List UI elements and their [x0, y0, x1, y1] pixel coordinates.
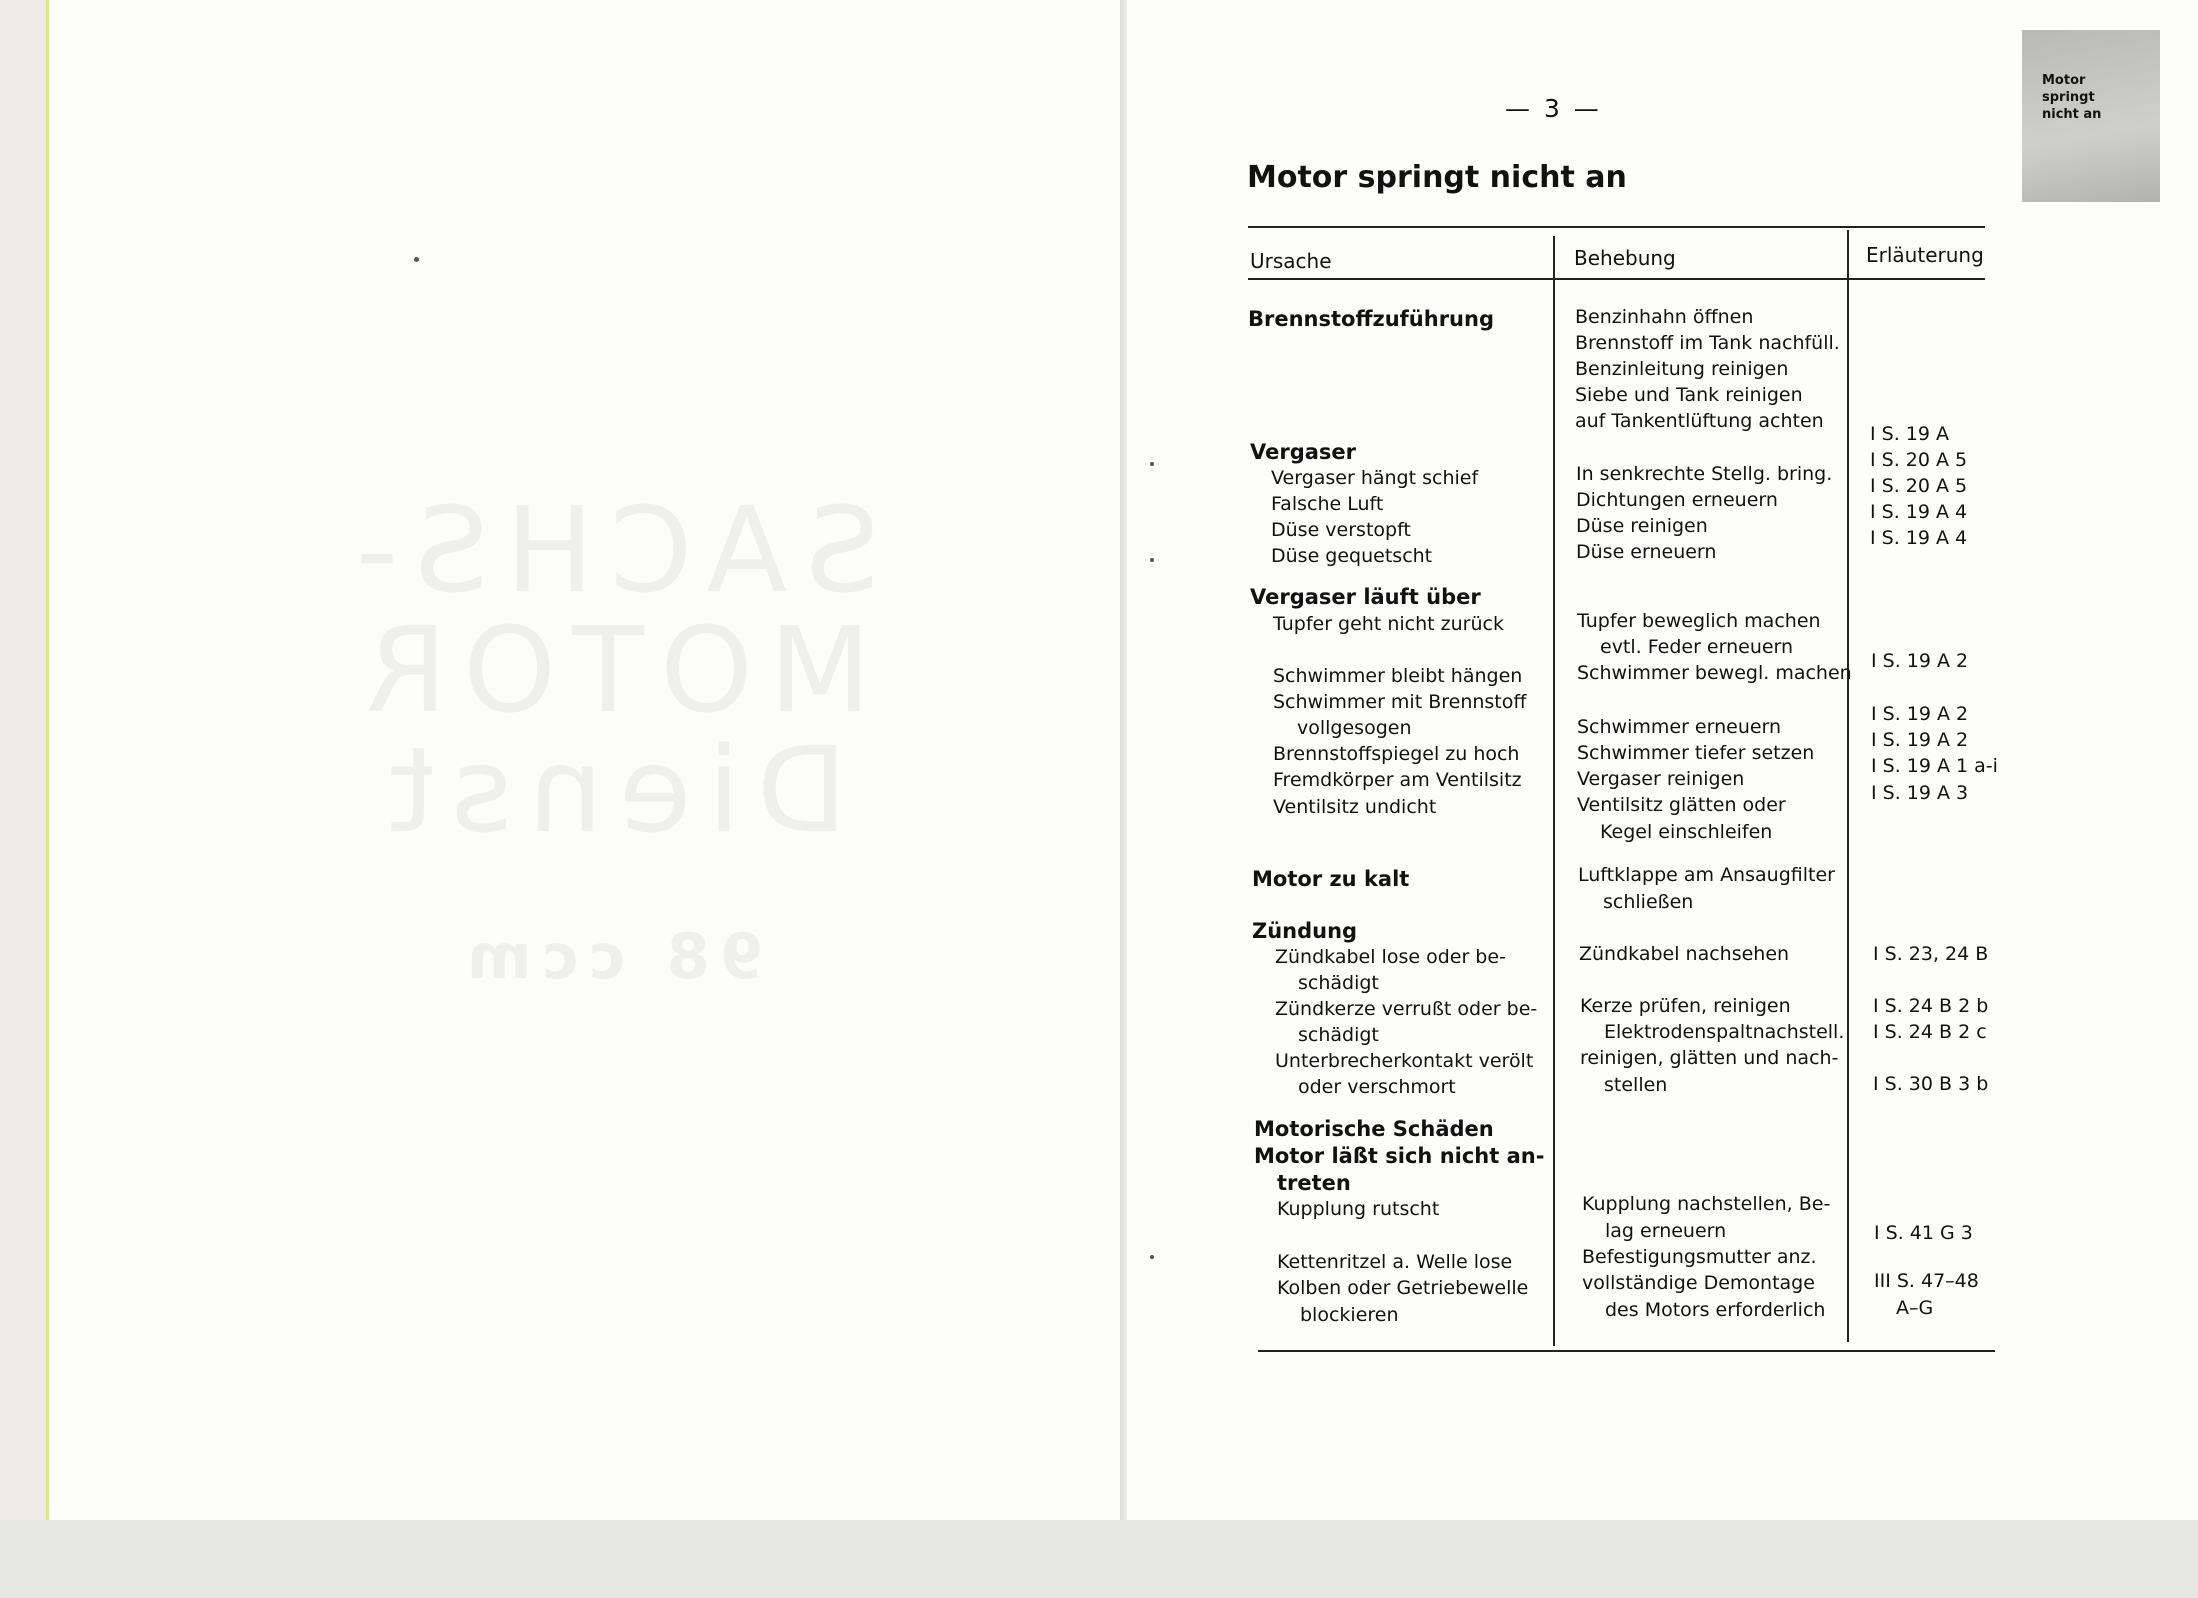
note-line: I S. 24 B 2 b: [1873, 995, 1989, 1017]
note-line: I S. 20 A 5: [1870, 475, 1968, 497]
cause-line: Fremdkörper am Ventilsitz: [1273, 769, 1522, 791]
remedy-line: Siebe und Tank reinigen: [1575, 384, 1803, 406]
note-line: I S. 19 A 3: [1871, 782, 1969, 804]
remedy-line: des Motors erforderlich: [1605, 1299, 1826, 1321]
remedy-line: schließen: [1603, 891, 1694, 913]
ghost-print-through: [330, 481, 890, 993]
cause-line: blockieren: [1300, 1304, 1399, 1326]
speck: [1150, 1255, 1154, 1259]
remedy-line: Dichtungen erneuern: [1576, 489, 1778, 511]
remedy-line: auf Tankentlüftung achten: [1575, 410, 1824, 432]
remedy-line: In senkrechte Stellg. bring.: [1576, 463, 1833, 485]
cause-line: Düse gequetscht: [1271, 545, 1433, 567]
note-line: I S. 19 A 2: [1871, 729, 1969, 751]
cause-line: Schwimmer mit Brennstoff: [1273, 691, 1527, 713]
cause-line: Kolben oder Getriebewelle: [1277, 1277, 1529, 1299]
remedy-line: Vergaser reinigen: [1577, 768, 1745, 790]
table-header-rule: [1248, 278, 1985, 280]
remedy-line: Benzinhahn öffnen: [1575, 306, 1754, 328]
remedy-line: Kerze prüfen, reinigen: [1580, 995, 1791, 1017]
cause-heading: Motor läßt sich nicht an-: [1254, 1144, 1545, 1168]
header-note: Erläuterung: [1866, 243, 1984, 267]
cause-line: Ventilsitz undicht: [1273, 796, 1437, 818]
cause-heading: Motorische Schäden: [1254, 1117, 1494, 1141]
note-line: I S. 19 A 4: [1870, 501, 1968, 523]
note-line: I S. 19 A 4: [1870, 527, 1968, 549]
header-remedy: Behebung: [1574, 246, 1676, 270]
cause-heading: Vergaser: [1250, 440, 1357, 464]
cause-line: Kupplung rutscht: [1277, 1198, 1440, 1220]
note-line: I S. 30 B 3 b: [1873, 1073, 1989, 1095]
cause-heading: treten: [1277, 1171, 1351, 1195]
remedy-line: Zündkabel nachsehen: [1579, 943, 1790, 965]
cause-heading: Motor zu kalt: [1252, 867, 1410, 891]
remedy-line: Düse reinigen: [1576, 515, 1708, 537]
cause-line: vollgesogen: [1297, 717, 1412, 739]
tab-line: springt: [2042, 90, 2095, 105]
note-line: I S. 19 A 1 a-i: [1871, 755, 1998, 777]
header-cause: Ursache: [1250, 249, 1332, 273]
cause-line: Falsche Luft: [1271, 493, 1384, 515]
remedy-line: Elektrodenspaltnachstell.: [1604, 1021, 1845, 1043]
cause-line: schädigt: [1298, 972, 1379, 994]
table-bottom-rule: [1258, 1350, 1995, 1352]
cause-line: oder verschmort: [1298, 1076, 1456, 1098]
cause-line: Vergaser hängt schief: [1271, 467, 1479, 489]
page-title: Motor springt nicht an: [1247, 160, 1627, 195]
speck: [414, 257, 419, 262]
cause-line: Brennstoffspiegel zu hoch: [1273, 743, 1520, 765]
tab-line: nicht an: [2042, 107, 2102, 122]
note-line: I S. 20 A 5: [1870, 449, 1968, 471]
column-divider: [1847, 230, 1849, 1342]
scanner-bottom-edge: [0, 1520, 2198, 1598]
remedy-line: vollständige Demontage: [1582, 1272, 1815, 1294]
tab-line: Motor: [2042, 73, 2086, 88]
note-line: A–G: [1896, 1297, 1934, 1319]
remedy-line: Ventilsitz glätten oder: [1577, 794, 1786, 816]
remedy-line: Befestigungsmutter anz.: [1582, 1246, 1817, 1268]
remedy-line: Kegel einschleifen: [1600, 821, 1773, 843]
ghost-line: MOTOR: [349, 601, 871, 739]
cause-line: schädigt: [1298, 1024, 1379, 1046]
cause-heading: Zündung: [1252, 919, 1358, 943]
ghost-line: Dienst: [372, 721, 848, 859]
note-line: I S. 19 A 2: [1871, 703, 1969, 725]
column-divider: [1553, 236, 1555, 1346]
cause-line: Düse verstopft: [1271, 519, 1411, 541]
remedy-line: Luftklappe am Ansaugfilter: [1578, 864, 1835, 886]
remedy-line: Schwimmer tiefer setzen: [1577, 742, 1815, 764]
remedy-line: lag erneuern: [1605, 1220, 1727, 1242]
remedy-line: Brennstoff im Tank nachfüll.: [1575, 332, 1840, 354]
cause-line: Zündkabel lose oder be-: [1275, 946, 1506, 968]
cause-line: Kettenritzel a. Welle lose: [1277, 1251, 1513, 1273]
remedy-line: Benzinleitung reinigen: [1575, 358, 1789, 380]
table-top-rule: [1248, 226, 1985, 228]
remedy-line: reinigen, glätten und nach-: [1580, 1047, 1839, 1069]
remedy-line: Schwimmer bewegl. machen: [1577, 662, 1852, 684]
section-thumb-tab: [2022, 30, 2160, 202]
note-line: III S. 47–48: [1874, 1270, 1979, 1292]
cause-line: Schwimmer bleibt hängen: [1273, 665, 1523, 687]
speck: [1150, 462, 1154, 466]
remedy-line: evtl. Feder erneuern: [1600, 636, 1794, 658]
note-line: I S. 23, 24 B: [1873, 943, 1989, 965]
note-line: I S. 41 G 3: [1874, 1222, 1973, 1244]
note-line: I S. 19 A 2: [1871, 650, 1969, 672]
remedy-line: Kupplung nachstellen, Be-: [1582, 1193, 1831, 1215]
speck: [1150, 558, 1154, 562]
remedy-line: Düse erneuern: [1576, 541, 1717, 563]
cause-heading: Vergaser läuft über: [1250, 585, 1481, 609]
ghost-line: 98 ccm: [457, 920, 763, 993]
ghost-line: SACHS-: [339, 481, 881, 619]
cause-heading: Brennstoffzuführung: [1248, 307, 1494, 331]
remedy-line: Schwimmer erneuern: [1577, 716, 1782, 738]
cause-line: Tupfer geht nicht zurück: [1273, 613, 1504, 635]
note-line: I S. 24 B 2 c: [1873, 1021, 1987, 1043]
remedy-line: Tupfer beweglich machen: [1577, 610, 1821, 632]
remedy-line: stellen: [1604, 1074, 1668, 1096]
cause-line: Zündkerze verrußt oder be-: [1275, 998, 1538, 1020]
note-line: I S. 19 A: [1870, 423, 1949, 445]
page-number: — 3 —: [1505, 94, 1602, 123]
cause-line: Unterbrecherkontakt verölt: [1275, 1050, 1534, 1072]
